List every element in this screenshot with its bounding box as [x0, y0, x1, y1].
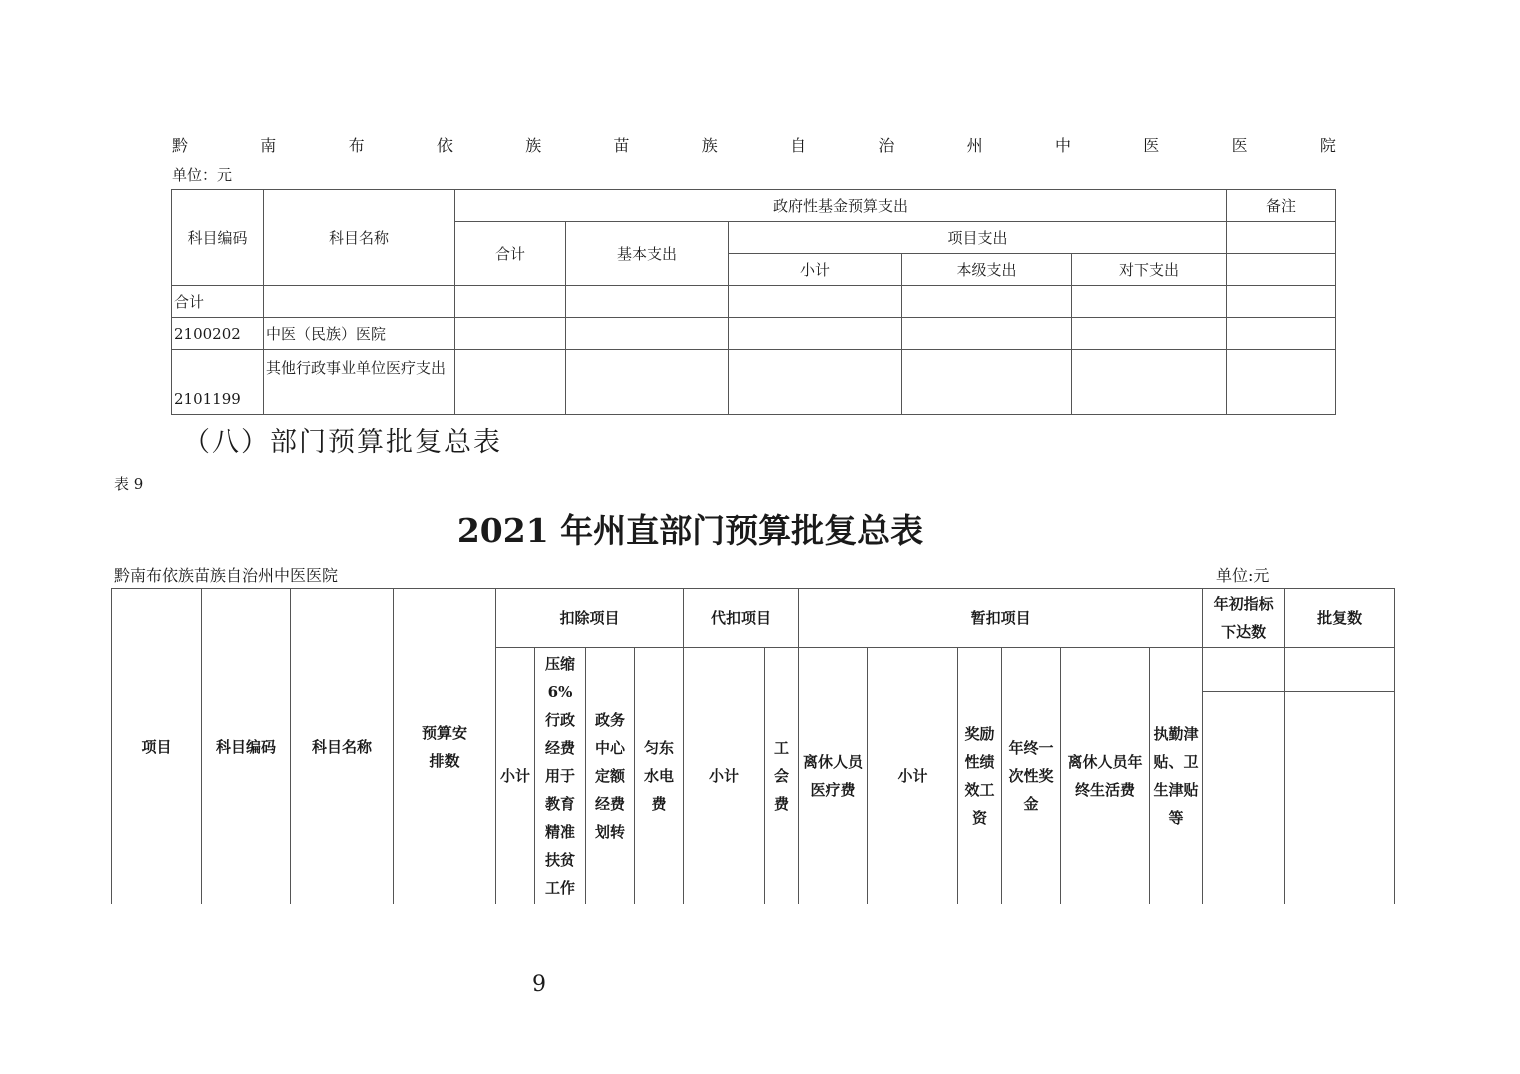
- header-budget-amount-text: 预算安排数: [421, 723, 467, 770]
- empty-cell: [1227, 254, 1336, 286]
- org-char: 族: [701, 136, 718, 155]
- header-lower-expenditure: 对下支出: [1072, 254, 1227, 286]
- header-performance-bonus-text: 奖励性绩效工资: [964, 725, 995, 827]
- header-deduct-subtotal: 小计: [496, 648, 535, 905]
- header-budget-amount: [394, 589, 496, 905]
- org-char: 苗: [613, 136, 630, 155]
- row-name: [264, 286, 455, 318]
- org-char: 医: [1231, 136, 1248, 155]
- table-number: 表 9: [114, 475, 144, 493]
- row-code: 2100202: [172, 318, 264, 350]
- header-union-fee-text: 工会费: [774, 739, 790, 813]
- header-subject-code: 科目编码: [172, 190, 264, 286]
- row-name: 其他行政事业单位医疗支出: [264, 350, 455, 415]
- row-code: 2101199: [172, 350, 264, 415]
- budget-approval-table: [111, 588, 1395, 904]
- header-temporary-withhold-items: 暂扣项目: [799, 589, 1203, 648]
- org-char: 治: [878, 136, 895, 155]
- unit-label-top: 单位：元: [172, 166, 233, 184]
- header-deduction-items: 扣除项目: [496, 589, 684, 648]
- fund-budget-table: [171, 189, 1336, 415]
- org-char: 族: [525, 136, 542, 155]
- header-union-fee: [765, 648, 799, 905]
- row-name: 中医（民族）医院: [264, 318, 455, 350]
- org-name: 黔南布依族苗族自治州中医医院: [114, 566, 339, 585]
- header-compress-admin-text: 压缩6%行政经费用于教育精准扶贫工作: [544, 655, 575, 897]
- header-compress-admin: [535, 648, 586, 905]
- header-temp-subtotal: 小计: [868, 648, 958, 905]
- header-water-electricity-text: 匀东水电费: [643, 739, 674, 813]
- header-subject-name: 科目名称: [264, 190, 455, 286]
- table-row: [172, 286, 1336, 318]
- org-name-spread: [172, 133, 1336, 159]
- org-char: 布: [348, 136, 365, 155]
- org-char: 黔: [172, 136, 189, 155]
- header-duty-allowance-text: 执勤津贴、卫生津贴等: [1153, 725, 1199, 827]
- org-char: 南: [260, 136, 277, 155]
- empty-cell: [1203, 648, 1285, 692]
- header-gov-fund-expenditure: 政府性基金预算支出: [455, 190, 1227, 222]
- table-row: [172, 318, 1336, 350]
- header-gov-center-transfer: [586, 648, 635, 905]
- empty-cell: [1227, 222, 1336, 254]
- page-number: 9: [532, 972, 546, 997]
- empty-cell: [1203, 692, 1285, 905]
- header-basic-expenditure: 基本支出: [566, 222, 729, 286]
- header-water-electricity: [635, 648, 684, 905]
- header-initial-indicator-text: 年初指标下达数: [1213, 595, 1274, 641]
- empty-cell: [1285, 692, 1395, 905]
- header-subject-code: 科目编码: [202, 589, 291, 905]
- header-withhold-subtotal: 小计: [684, 648, 765, 905]
- empty-cell: [1285, 648, 1395, 692]
- org-char: 依: [436, 136, 453, 155]
- header-project-expenditure: 项目支出: [729, 222, 1227, 254]
- org-char: 中: [1054, 136, 1071, 155]
- page-title: 2021 年州直部门预算批复总表: [456, 511, 924, 550]
- org-char: 州: [966, 136, 983, 155]
- header-retiree-medical: [799, 648, 868, 905]
- unit-label: 单位:元: [1216, 566, 1270, 585]
- header-retiree-living: [1061, 648, 1150, 905]
- table-row: [172, 350, 1336, 415]
- header-initial-indicator: [1203, 589, 1285, 648]
- org-char: 自: [790, 136, 807, 155]
- row-code: 合计: [172, 286, 264, 318]
- header-year-end-bonus-text: 年终一次性奖金: [1008, 739, 1054, 813]
- org-char: 医: [1143, 136, 1160, 155]
- header-approved-amount: 批复数: [1285, 589, 1395, 648]
- header-duty-allowance: [1150, 648, 1203, 905]
- header-total: 合计: [455, 222, 566, 286]
- header-subject-name: 科目名称: [291, 589, 394, 905]
- section-heading: （八）部门预算批复总表: [183, 427, 502, 458]
- header-retiree-living-text: 离休人员年终生活费: [1067, 753, 1143, 799]
- header-year-end-bonus: [1002, 648, 1061, 905]
- header-remark: 备注: [1227, 190, 1336, 222]
- header-withhold-items: 代扣项目: [684, 589, 799, 648]
- org-char: 院: [1319, 136, 1336, 155]
- header-retiree-medical-text: 离休人员医疗费: [803, 753, 864, 799]
- header-item: 项目: [112, 589, 202, 905]
- header-performance-bonus: [958, 648, 1002, 905]
- header-subtotal: 小计: [729, 254, 902, 286]
- header-gov-center-transfer-text: 政务中心定额经费划转: [594, 711, 625, 841]
- header-level-expenditure: 本级支出: [902, 254, 1072, 286]
